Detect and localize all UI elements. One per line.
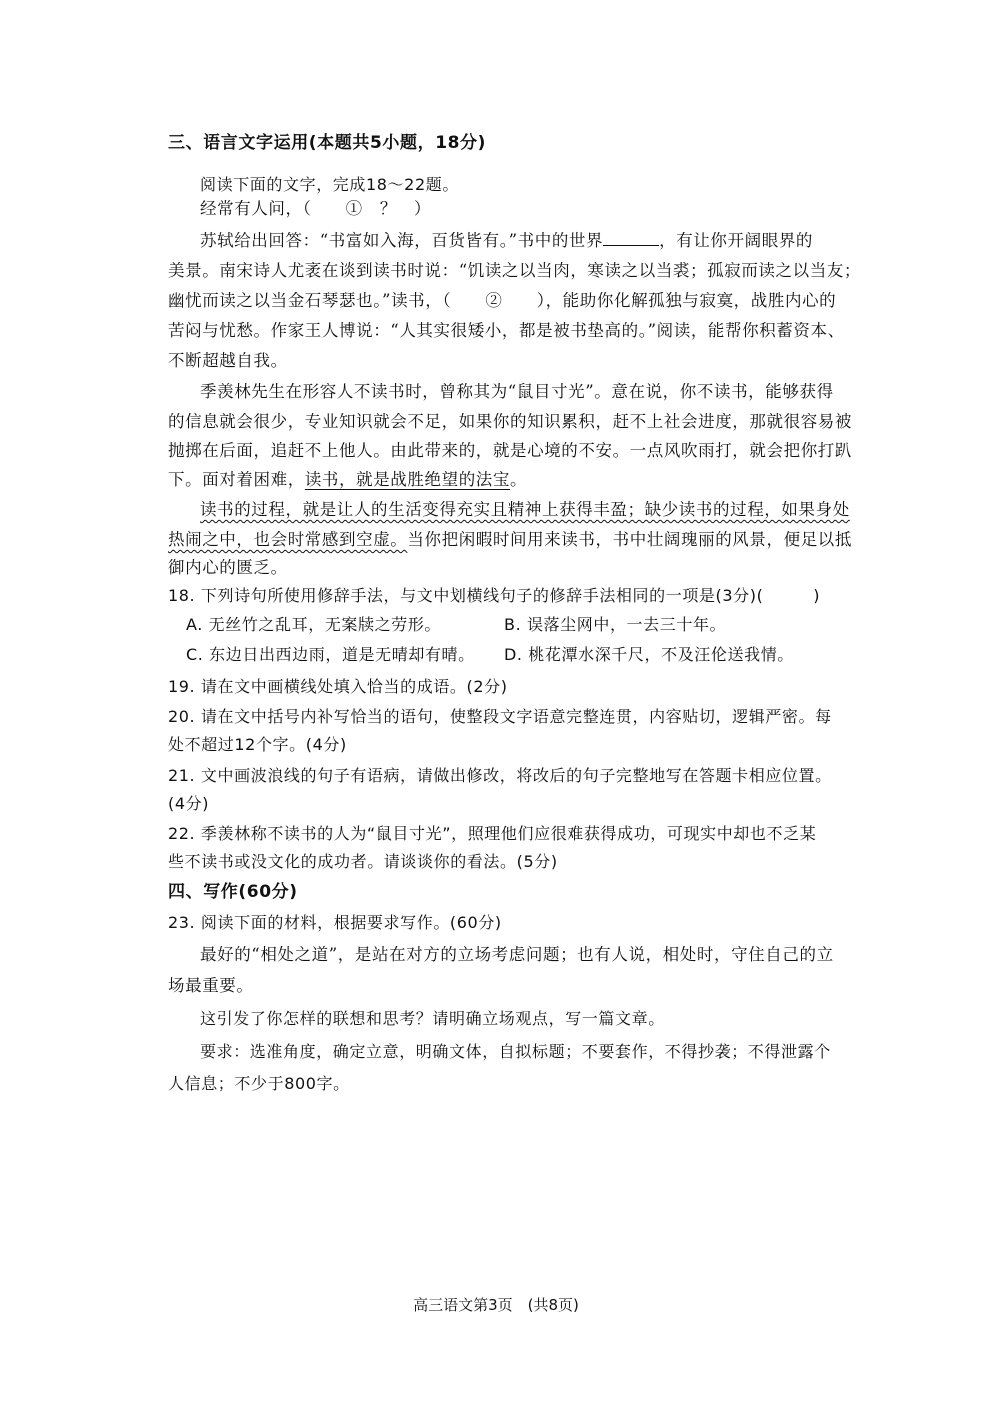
passage-p1-line-3: 幽忧而读之以当金石琴瑟也。”读书，（ ② ），能助你化解孤独与寂寞，战胜内心的 [168,291,837,310]
page-footer: 高三语文第3页 (共8页) [413,1296,579,1314]
passage-text: 苏轼给出回答：“书富如入海，百货皆有。”书中的世界 [200,231,604,250]
option-18-c: C. 东边日出西边雨，道是无晴却有晴。 [186,645,475,664]
option-18-d: D. 桃花潭水深千尺，不及汪伦送我情。 [504,645,794,664]
question-23: 23. 阅读下面的材料，根据要求写作。(60分) [168,913,502,932]
underlined-sentence: 读书，就是战胜绝望的法宝 [304,470,511,489]
option-18-a: A. 无丝竹之乱耳，无案牍之劳形。 [186,615,442,634]
question-21-line-1: 21. 文中画波浪线的句子有语病，请做出修改，将改后的句子完整地写在答题卡相应位置。 [168,766,832,785]
passage-p2-line-3: 抛掷在后面，追赶不上他人。由此带来的，就是心境的不安。一点风吹雨打，就会把你打趴 [168,441,852,460]
passage-p2-line-2: 的信息就会很少，专业知识就会不足，如果你的知识累积，赶不上社会进度，那就很容易被 [168,412,852,431]
passage-p3-line-1 [200,499,850,521]
fill-blank [603,231,659,246]
passage-p1-line-1 [200,230,840,252]
passage-p2-line-1: 季羡林先生在形容人不读书时，曾称其为“鼠目寸光”。意在说，你不读书，能够获得 [200,382,834,401]
question-20-line-2: 处不超过12个字。(4分) [168,735,347,754]
question-18: 18. 下列诗句所使用修辞手法，与文中划横线句子的修辞手法相同的一项是(3分)( ) [168,586,821,605]
question-19: 19. 请在文中画横线处填入恰当的成语。(2分) [168,677,508,696]
passage-p1-line-2: 美景。南宋诗人尤袤在谈到读书时说：“饥读之以当肉，寒读之以当裘；孤寂而读之以当友； [168,261,862,280]
reading-intro: 阅读下面的文字，完成18～22题。 [200,175,459,194]
question-20-line-1: 20. 请在文中括号内补写恰当的语句，使整段文字语意完整连贯，内容贴切，逻辑严密。每 [168,707,832,726]
material-line-1: 最好的“相处之道”，是站在对方的立场考虑问题；也有人说，相处时，守住自己的立 [200,945,834,964]
requirements-line-2: 人信息；不少于800字。 [168,1074,350,1093]
section-4-heading: 四、写作(60分) [168,882,298,902]
requirements-line-1: 要求：选准角度，确定立意，明确文体，自拟标题；不要套作，不得抄袭；不得泄露个 [200,1042,831,1061]
passage-p3-line-3: 御内心的匮乏。 [168,558,288,577]
question-line: 经常有人问，（ ① ？ ） [200,199,432,218]
question-22-line-1: 22. 季羡林称不读书的人为“鼠目寸光”，照理他们应很难获得成功，可现实中却也不乏某 [168,824,817,843]
writing-prompt: 这引发了你怎样的联想和思考？请明确立场观点，写一篇文章。 [200,1009,665,1028]
question-22-line-2: 些不读书或没文化的成功者。请谈谈你的看法。(5分) [168,852,558,871]
wavy-underlined-sentence: 读书的过程，就是让人的生活变得充实且精神上获得丰盈；缺少读书的过程，如果身处 [200,500,850,519]
passage-p1-line-4: 苦闷与忧愁。作家王人博说：“人其实很矮小，都是被书垫高的。”阅读，能帮你积蓄资本、 [168,321,845,340]
material-line-2: 场最重要。 [168,976,254,995]
passage-text: ，有让你开阔眼界的 [659,231,814,250]
option-18-b: B. 误落尘网中，一去三十年。 [504,615,727,634]
passage-p3-line-2 [168,529,853,551]
passage-p2-line-4 [168,469,838,491]
passage-text: 。 [510,470,528,489]
passage-text: 下。面对着困难， [168,470,305,489]
wavy-underlined-sentence: 热闹之中，也会时常感到空虚。 [168,530,408,549]
passage-p1-line-5: 不断超越自我。 [168,351,288,370]
question-21-line-2: (4分) [168,794,210,813]
passage-text: 当你把闲暇时间用来读书，书中壮阔瑰丽的风景，便足以抵 [407,530,853,549]
section-3-heading: 三、语言文字运用(本题共5小题，18分) [168,133,487,153]
